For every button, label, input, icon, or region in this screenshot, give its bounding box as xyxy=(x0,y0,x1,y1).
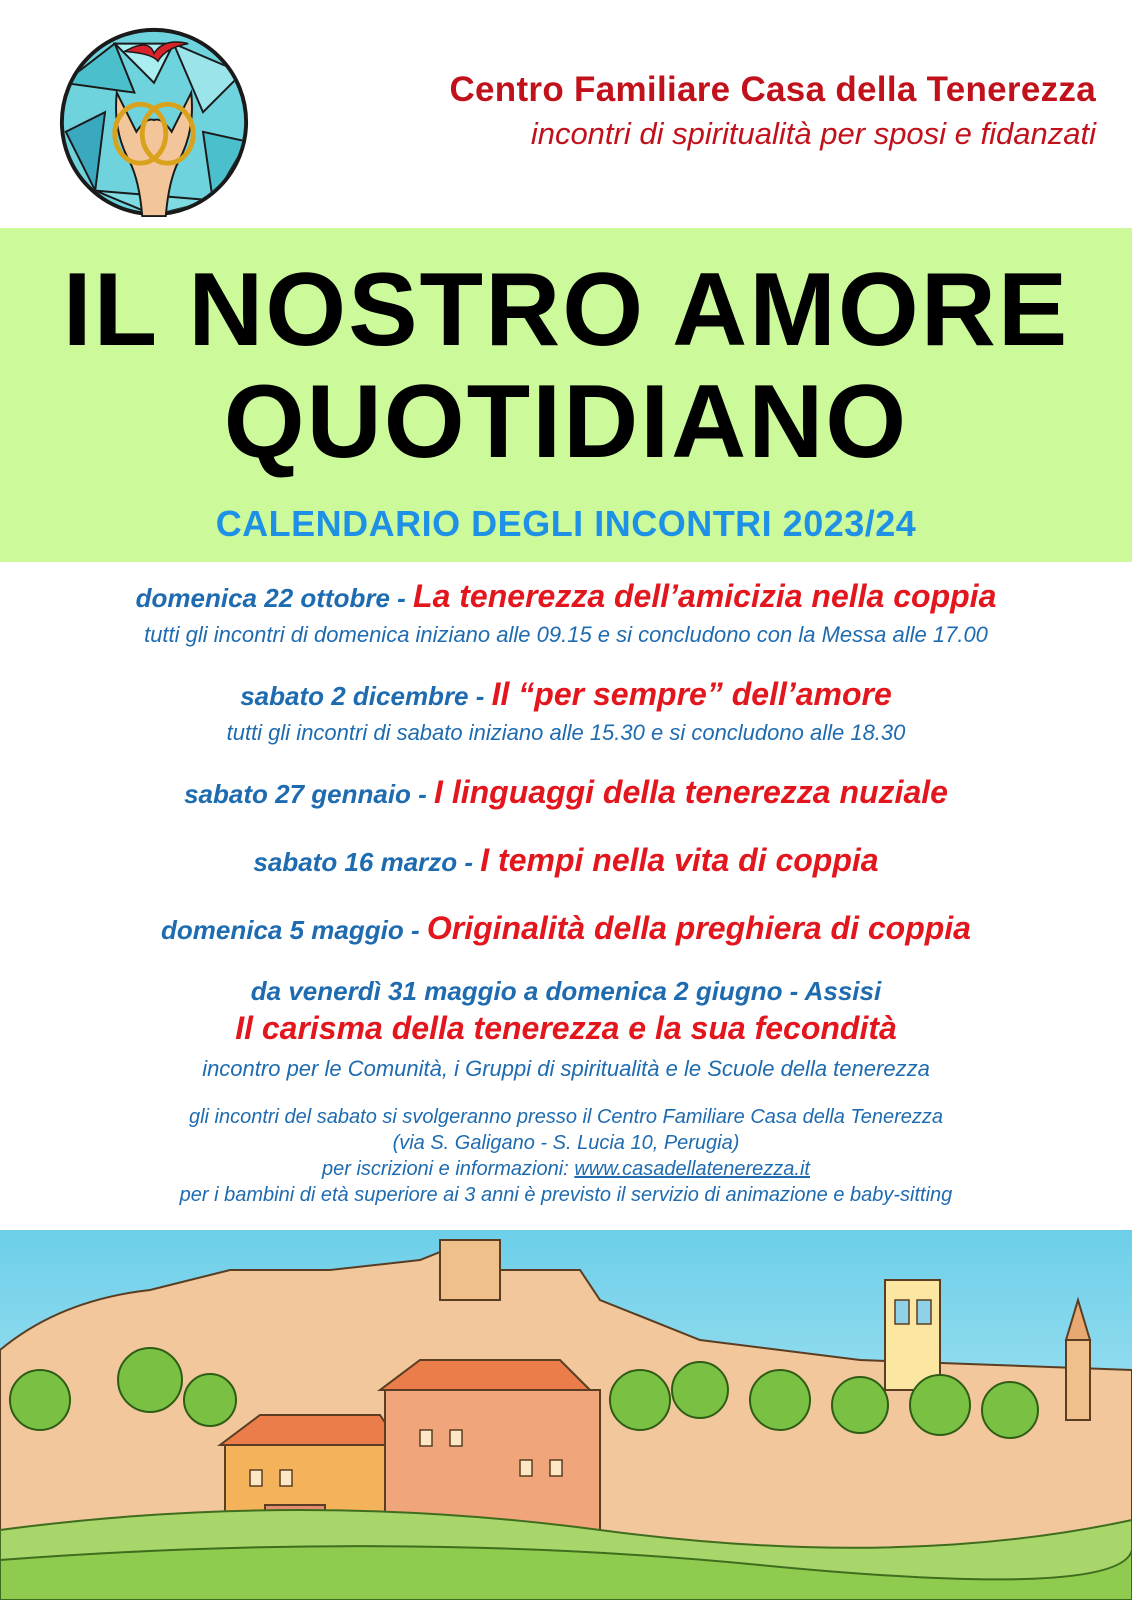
footer-childcare: per i bambini di età superiore ai 3 anni è previsto il servizio di animazione e baby-sitting xyxy=(179,1184,953,1206)
footer-info xyxy=(0,1158,1132,1181)
org-name: Centro Familiare Casa della Tenerezza xyxy=(449,70,1096,109)
event-date: sabato 2 dicembre - xyxy=(240,681,492,711)
event-note: tutti gli incontri di domenica iniziano alle 09.15 e si concludono con la Messa alle 17.00 xyxy=(144,622,988,647)
footer-venue: gli incontri del sabato si svolgeranno presso il Centro Familiare Casa della Tenerezza xyxy=(188,1106,944,1128)
event-date: domenica 5 maggio - xyxy=(161,915,427,945)
event-1 xyxy=(0,578,1132,615)
event-topic: Originalità della preghiera di coppia xyxy=(426,910,971,946)
title-band xyxy=(0,228,1132,562)
event-topic: I tempi nella vita di coppia xyxy=(480,842,879,878)
event-4 xyxy=(0,842,1132,879)
event-topic: Il “per sempre” dell’amore xyxy=(491,676,892,712)
event-date: sabato 27 gennaio - xyxy=(184,779,435,809)
event-note: incontro per le Comunità, i Gruppi di spiritualità e le Scuole della tenerezza xyxy=(202,1056,930,1081)
event-note: tutti gli incontri di sabato iniziano alle 15.30 e si concludono alle 18.30 xyxy=(226,720,906,745)
org-subtitle: incontri di spiritualità per sposi e fidanzati xyxy=(530,116,1096,151)
event-3 xyxy=(0,774,1132,811)
calendar-heading: CALENDARIO DEGLI INCONTRI 2023/24 xyxy=(215,503,917,544)
event-date: da venerdì 31 maggio a domenica 2 giugno - Assisi xyxy=(250,976,882,1006)
website-link[interactable]: www.casadellatenerezza.it xyxy=(574,1158,810,1180)
event-topic: La tenerezza dell’amicizia nella coppia xyxy=(413,578,997,614)
event-topic: Il carisma della tenerezza e la sua fecondità xyxy=(235,1010,897,1046)
event-date: sabato 16 marzo - xyxy=(253,847,481,877)
event-5 xyxy=(0,910,1132,947)
hill-town-landscape-illustration xyxy=(0,1230,1132,1600)
footer-info-label: per iscrizioni e informazioni: xyxy=(321,1158,575,1180)
event-2 xyxy=(0,676,1132,713)
poster-title-line1: IL NOSTRO AMORE xyxy=(62,252,1070,368)
footer-address: (via S. Galigano - S. Lucia 10, Perugia) xyxy=(392,1132,740,1154)
event-6 xyxy=(0,976,1132,1007)
poster-title-line2: QUOTIDIANO xyxy=(223,364,909,480)
event-date: domenica 22 ottobre - xyxy=(135,583,414,613)
event-topic: I linguaggi della tenerezza nuziale xyxy=(434,774,948,810)
poster-title xyxy=(0,254,1132,478)
hands-dove-logo-icon xyxy=(56,24,252,220)
header xyxy=(0,0,1132,228)
